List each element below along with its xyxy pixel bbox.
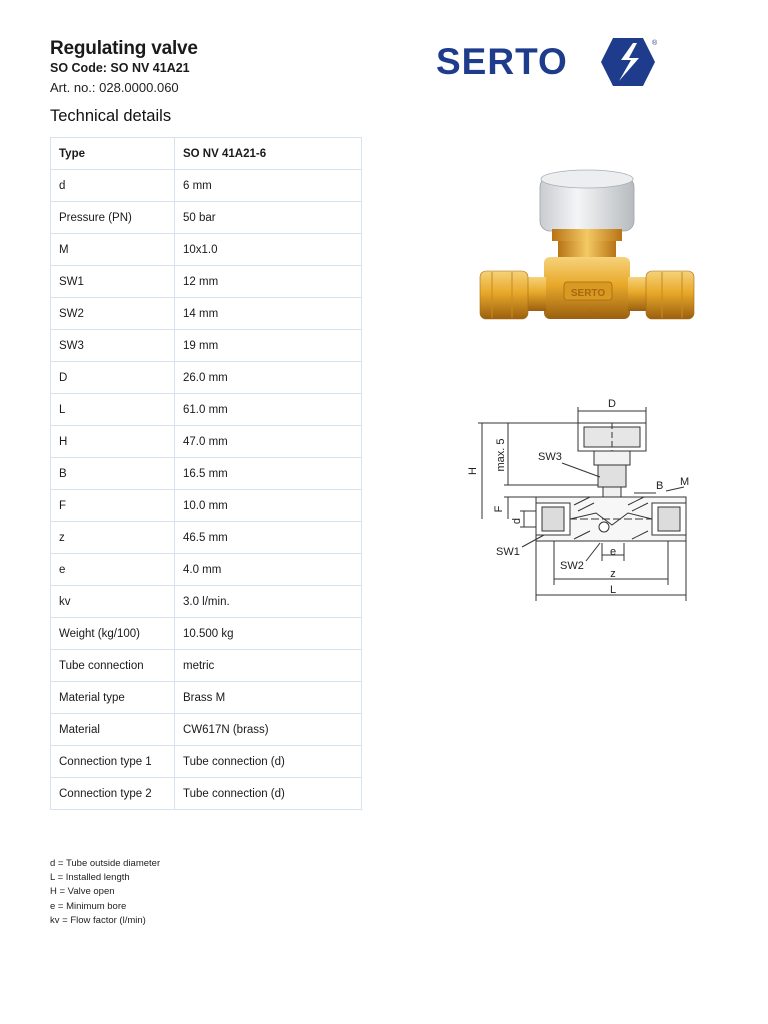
spec-value: 6 mm [175, 170, 362, 202]
page-title: Regulating valve [50, 38, 198, 59]
article-number: Art. no.: 028.0000.060 [50, 80, 179, 95]
spec-key: H [51, 426, 175, 458]
spec-row [51, 266, 362, 298]
spec-value: 50 bar [175, 202, 362, 234]
dim-SW2: SW2 [560, 560, 584, 572]
spec-value: 14 mm [175, 298, 362, 330]
dim-L: L [609, 584, 617, 596]
spec-key: Weight (kg/100) [51, 618, 175, 650]
spec-value: 47.0 mm [175, 426, 362, 458]
spec-key: SW1 [51, 266, 175, 298]
note-line: kv = Flow factor (l/min) [50, 914, 146, 926]
spec-key: M [51, 234, 175, 266]
spec-key: SW3 [51, 330, 175, 362]
spec-row [51, 746, 362, 778]
technical-drawing [466, 393, 702, 605]
note-line: e = Minimum bore [50, 900, 127, 912]
dim-M: M [680, 476, 690, 488]
spec-row [51, 394, 362, 426]
spec-row [51, 234, 362, 266]
so-code: SO Code: SO NV 41A21 [50, 61, 190, 75]
valve-photo [468, 165, 704, 335]
spec-key: F [51, 490, 175, 522]
serto-logo [436, 36, 658, 88]
serto-swirl-icon [599, 36, 659, 88]
spec-row [51, 650, 362, 682]
spec-key: SW2 [51, 298, 175, 330]
spec-row [51, 458, 362, 490]
dim-d: d [511, 517, 523, 525]
spec-row [51, 522, 362, 554]
dim-SW1: SW1 [496, 546, 520, 558]
spec-key: Material [51, 714, 175, 746]
spec-row [51, 362, 362, 394]
svg-text:<—: <— [587, 308, 601, 317]
dim-F: F [493, 505, 505, 513]
spec-key: Pressure (PN) [51, 202, 175, 234]
spec-value: 46.5 mm [175, 522, 362, 554]
spec-row [51, 618, 362, 650]
dim-z: z [610, 568, 616, 580]
dim-max: max. 5 [495, 438, 507, 472]
spec-value: SO NV 41A21-6 [175, 138, 362, 170]
spec-key: Tube connection [51, 650, 175, 682]
spec-row [51, 682, 362, 714]
specs-table [50, 137, 362, 810]
spec-key: e [51, 554, 175, 586]
legend-notes [50, 857, 160, 928]
note-line: H = Valve open [50, 886, 115, 898]
spec-row [51, 298, 362, 330]
spec-value: 3.0 l/min. [175, 586, 362, 618]
spec-key: kv [51, 586, 175, 618]
spec-value: 10.0 mm [175, 490, 362, 522]
svg-text:®: ® [652, 40, 658, 47]
spec-value: Tube connection (d) [175, 746, 362, 778]
spec-value: metric [175, 650, 362, 682]
spec-value: 16.5 mm [175, 458, 362, 490]
body-marking: SERTO [570, 288, 606, 299]
spec-row [51, 202, 362, 234]
spec-value: 10.500 kg [175, 618, 362, 650]
section-heading: Technical details [50, 107, 172, 125]
dim-D: D [608, 398, 616, 410]
spec-row [51, 490, 362, 522]
spec-key: D [51, 362, 175, 394]
spec-key: Type [51, 138, 175, 170]
spec-row [51, 714, 362, 746]
spec-row [51, 778, 362, 810]
note-line: L = Installed length [50, 872, 130, 884]
spec-row [51, 554, 362, 586]
spec-value: Tube connection (d) [175, 778, 362, 810]
spec-value: 19 mm [175, 330, 362, 362]
spec-value: 61.0 mm [175, 394, 362, 426]
spec-value: 10x1.0 [175, 234, 362, 266]
spec-value: 4.0 mm [175, 554, 362, 586]
spec-key: Connection type 1 [51, 746, 175, 778]
spec-value: 26.0 mm [175, 362, 362, 394]
spec-value: 12 mm [175, 266, 362, 298]
spec-key: Material type [51, 682, 175, 714]
spec-key: z [51, 522, 175, 554]
logo-wordmark: SERTO [436, 41, 568, 82]
spec-key: B [51, 458, 175, 490]
spec-key: L [51, 394, 175, 426]
spec-row [51, 330, 362, 362]
dim-e: e [609, 546, 617, 558]
spec-value: Brass M [175, 682, 362, 714]
spec-row [51, 586, 362, 618]
spec-key: d [51, 170, 175, 202]
spec-key: Connection type 2 [51, 778, 175, 810]
dim-B: B [656, 480, 664, 492]
spec-row [51, 138, 362, 170]
note-line: d = Tube outside diameter [50, 858, 161, 869]
spec-row [51, 426, 362, 458]
dim-SW3: SW3 [538, 451, 562, 463]
spec-value: CW617N (brass) [175, 714, 362, 746]
dim-H: H [467, 467, 479, 475]
spec-row [51, 170, 362, 202]
